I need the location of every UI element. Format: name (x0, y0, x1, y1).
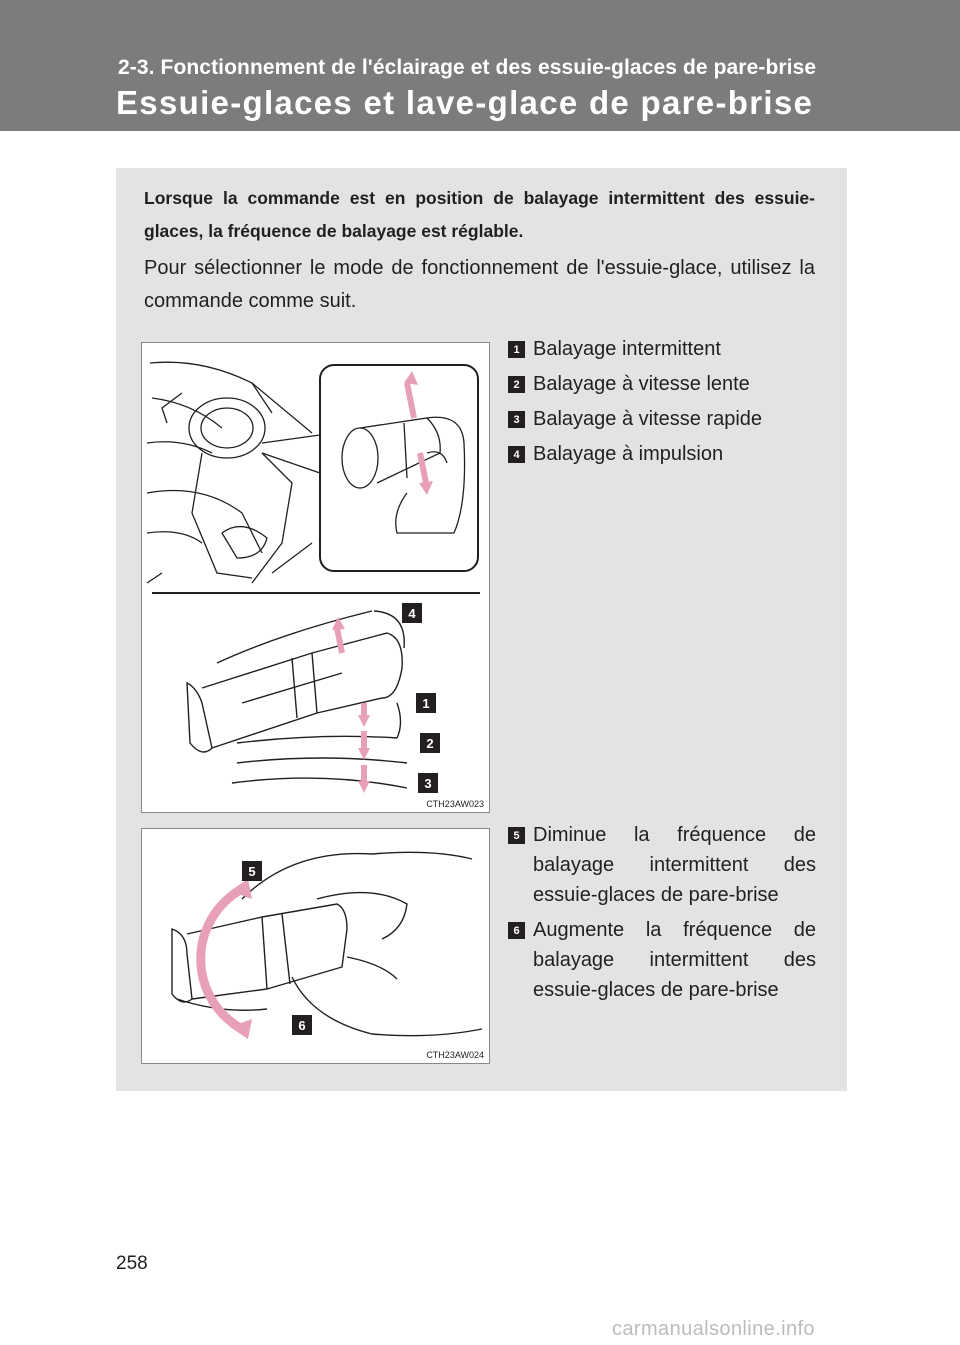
legend-text: Diminue la fréquence de balayage intermittent des essuie-glaces de pare-brise (533, 824, 816, 906)
callout-2: 2 (420, 733, 440, 753)
legend-wiper-modes (508, 334, 816, 474)
legend-item (508, 915, 816, 1005)
legend-text: Balayage à vitesse rapide (533, 408, 763, 430)
intro-bold-paragraph: Lorsque la commande est en position de balayage intermittent des essuie-glaces, la fréquence de balayage est réglable. (144, 188, 815, 241)
legend-item (508, 334, 816, 364)
legend-item (508, 820, 816, 910)
figure-code: CTH23AW023 (426, 799, 484, 809)
number-badge: 4 (508, 446, 525, 463)
wiper-frequency-illustration (141, 828, 490, 1064)
callout-6: 6 (292, 1015, 312, 1035)
legend-item (508, 404, 816, 434)
page-title: Essuie-glaces et lave-glace de pare-brise (116, 84, 814, 121)
wiper-frequency-drawing (142, 829, 490, 1064)
callout-5: 5 (242, 861, 262, 881)
legend-text: Balayage intermittent (533, 338, 721, 360)
wiper-lever-illustration (141, 342, 490, 813)
number-badge: 2 (508, 376, 525, 393)
section-title: 2-3. Fonctionnement de l'éclairage et des essuie-glaces de pare-brise (118, 56, 817, 79)
callout-1: 1 (416, 693, 436, 713)
watermark: carmanualsonline.info (612, 1318, 815, 1340)
callout-4: 4 (402, 603, 422, 623)
legend-text: Augmente la fréquence de balayage intermittent des essuie-glaces de pare-brise (533, 919, 816, 1001)
number-badge: 6 (508, 922, 525, 939)
legend-text: Balayage à impulsion (533, 443, 724, 465)
intro-paragraph: Pour sélectionner le mode de fonctionnement de l'essuie-glace, utilisez la commande comme suit. (144, 257, 815, 312)
page-number: 258 (116, 1253, 148, 1274)
legend-frequency (508, 820, 816, 1010)
figure-code: CTH23AW024 (426, 1050, 484, 1060)
legend-text: Balayage à vitesse lente (533, 373, 750, 395)
number-badge: 3 (508, 411, 525, 428)
legend-item (508, 439, 816, 469)
number-badge: 1 (508, 341, 525, 358)
number-badge: 5 (508, 827, 525, 844)
legend-item (508, 369, 816, 399)
callout-3: 3 (418, 773, 438, 793)
